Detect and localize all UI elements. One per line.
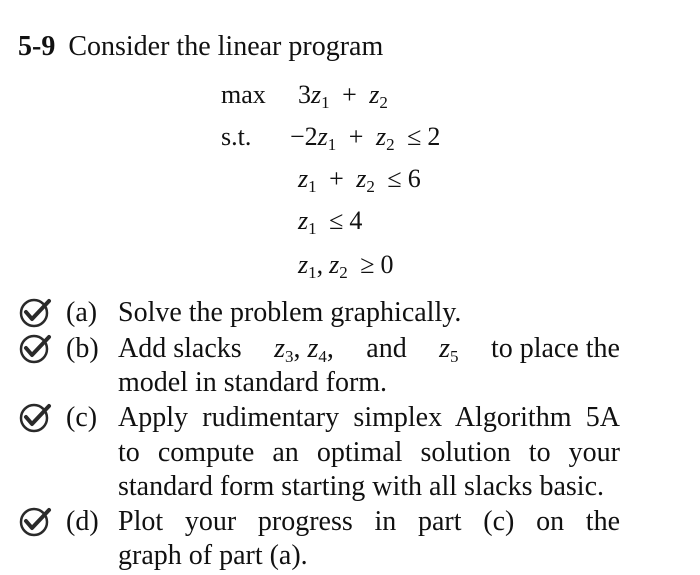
slack-sub-3: 3 [284, 347, 294, 366]
part-d-label: (d) [66, 506, 99, 537]
part-d-line-2: graph of part (a). [118, 540, 308, 571]
part-a-text: Solve the problem graphically. [118, 297, 462, 328]
part-b-and: and [366, 333, 407, 364]
constraint-1 [290, 122, 440, 152]
part-b-label: (b) [66, 333, 99, 364]
slack-z4: z [307, 333, 319, 364]
part-d-line-1-wrap [118, 505, 620, 539]
problem-header [18, 30, 383, 64]
part-b-prefix: Add slacks [118, 333, 242, 364]
check-circle-icon [18, 296, 52, 330]
constraint-4-sep: , [316, 250, 324, 279]
constraint-1-var-1: z [317, 122, 328, 151]
constraint-3-var-1: z [298, 206, 309, 235]
constraint-2-rhs: 6 [407, 164, 421, 193]
part-c-label: (c) [66, 402, 98, 433]
constraint-4-var-2: z [329, 250, 340, 279]
slack-z3: z [274, 333, 285, 364]
objective-sub-1: 1 [321, 93, 330, 112]
constraint-3 [298, 206, 362, 236]
constraint-1-op: + [348, 122, 364, 151]
objective-label: max [221, 80, 266, 109]
constraint-1-rel: ≤ [407, 122, 422, 151]
part-d-line-1: Plot your progress in part (c) on the [118, 506, 620, 537]
part-b-suffix: to place the [490, 333, 620, 364]
constraint-4-sub-1: 1 [308, 263, 317, 282]
constraint-2-rel: ≤ [387, 164, 402, 193]
objective-op: + [342, 80, 357, 109]
slack-sub-4: 4 [318, 347, 327, 366]
objective-var-2: z [369, 80, 380, 109]
slack-z5: z [439, 333, 451, 364]
constraint-1-sub-1: 1 [327, 135, 337, 154]
constraint-4 [298, 250, 394, 280]
problem-title: Consider the linear program [68, 31, 384, 62]
objective-sub-2: 2 [379, 93, 388, 112]
part-c-line-3: standard form starting with all slacks basic. [118, 471, 604, 502]
constraint-1-rhs: 2 [427, 122, 441, 151]
part-c-line-2: to compute an optimal solution to your [118, 437, 620, 468]
constraint-2-var-1: z [298, 164, 309, 193]
constraint-1-coef: −2 [290, 122, 318, 151]
part-c-line-2-wrap [118, 436, 620, 470]
constraint-4-rhs: 0 [380, 250, 394, 279]
part-a-label: (a) [66, 297, 98, 328]
constraint-4-sub-2: 2 [339, 263, 348, 282]
objective-expression [298, 80, 388, 110]
part-b-slacks [274, 332, 334, 366]
constraint-3-rel: ≤ [329, 206, 344, 235]
constraint-2-sub-2: 2 [366, 177, 375, 196]
constraint-4-var-1: z [298, 250, 309, 279]
part-c-line-1: Apply rudimentary simplex Algorithm 5A [118, 402, 620, 433]
slack-sub-5: 5 [450, 347, 459, 366]
constraint-3-rhs: 4 [349, 206, 363, 235]
part-b-z5 [439, 332, 458, 366]
check-circle-icon [18, 332, 52, 366]
check-circle-icon [18, 401, 52, 435]
constraint-1-sub-2: 2 [386, 135, 395, 154]
part-c-line-1-wrap [118, 401, 620, 435]
constraint-1-var-2: z [375, 122, 387, 151]
constraint-2-sub-1: 1 [308, 177, 317, 196]
constraint-2-op: + [329, 164, 344, 193]
st-label: s.t. [221, 122, 252, 151]
check-circle-icon [18, 505, 52, 539]
objective-var-1: z [311, 80, 322, 109]
constraint-3-sub-1: 1 [308, 219, 317, 238]
objective-coef-1: 3 [298, 80, 311, 109]
part-b-line-1 [118, 332, 620, 366]
constraint-2 [298, 164, 421, 194]
problem-number: 5-9 [18, 31, 56, 62]
part-b-line-2: model in standard form. [118, 367, 388, 398]
slack-comma-2: , [326, 333, 334, 364]
constraint-2-var-2: z [356, 164, 367, 193]
constraint-4-rel: ≥ [360, 250, 375, 279]
slack-comma-1: , [293, 333, 301, 364]
